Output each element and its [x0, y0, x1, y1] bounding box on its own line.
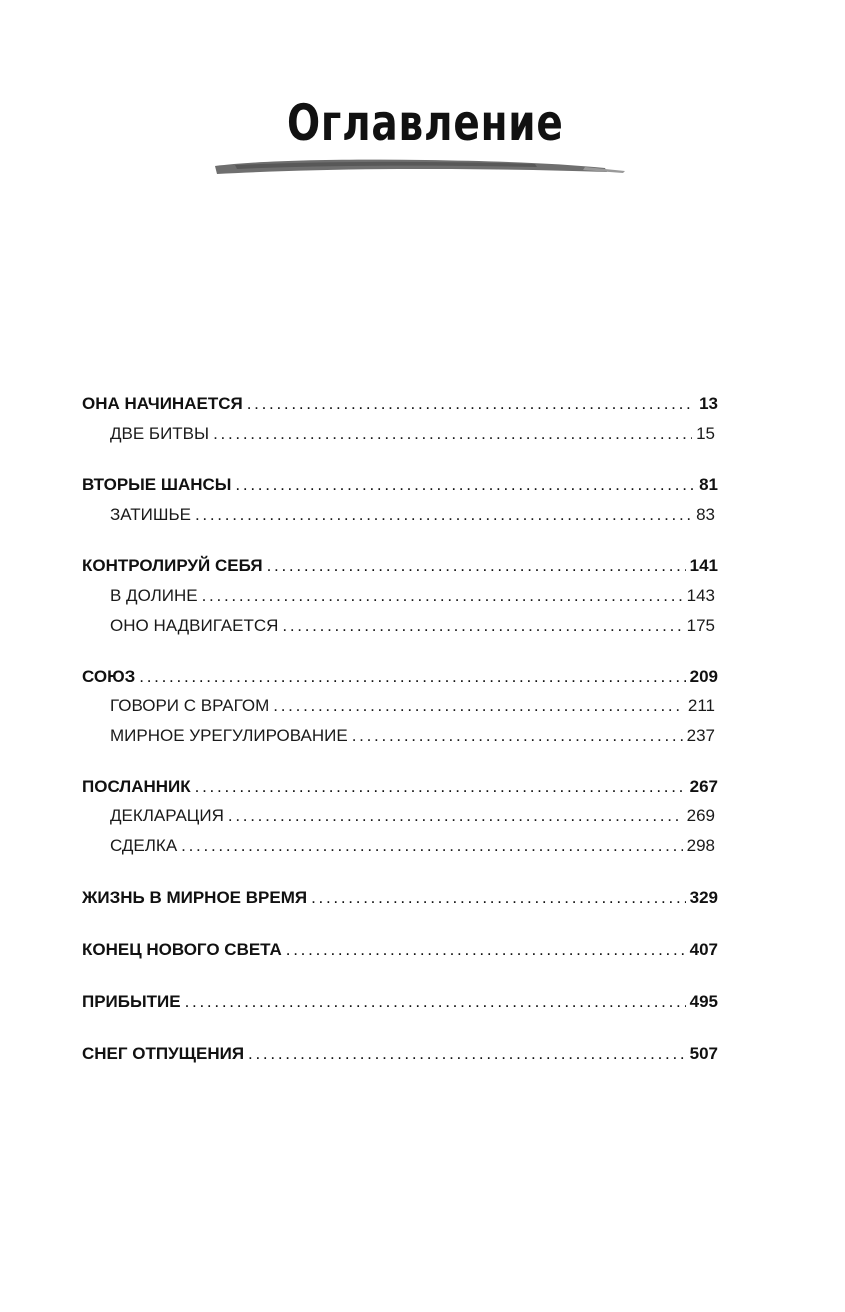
dot-leader	[185, 988, 686, 1016]
dot-leader	[282, 612, 682, 640]
toc-entry-chapter[interactable]	[82, 773, 718, 801]
toc-entry-page: 298	[686, 836, 715, 855]
toc-entry-section[interactable]	[110, 832, 715, 860]
toc-entry-label: ДВЕ БИТВЫ	[110, 424, 210, 443]
toc-entry-page: 81	[699, 475, 718, 494]
toc-entry-chapter[interactable]	[82, 471, 718, 499]
toc-entry-page: 329	[689, 888, 718, 907]
toc-entry-chapter[interactable]	[82, 936, 718, 964]
dot-leader	[248, 1040, 686, 1068]
toc-entry-label: В ДОЛИНЕ	[110, 586, 198, 605]
toc-entry-section[interactable]	[110, 420, 715, 448]
dot-leader	[311, 884, 686, 912]
toc-entry-page: 83	[696, 505, 715, 524]
dot-leader	[267, 552, 686, 580]
toc-entry-chapter[interactable]	[82, 1040, 718, 1068]
toc-entry-section[interactable]	[110, 582, 715, 610]
toc-entry-page: 211	[687, 696, 715, 715]
dot-leader	[352, 722, 683, 750]
toc-entry-chapter[interactable]	[82, 552, 718, 580]
dot-leader	[247, 390, 695, 418]
toc-entry-chapter[interactable]	[82, 884, 718, 912]
toc-entry-label: ОНА НАЧИНАЕТСЯ	[82, 394, 243, 413]
toc-entry-page: 15	[696, 424, 715, 443]
title-block	[205, 88, 635, 188]
dot-leader	[273, 692, 684, 720]
toc-entry-label: СДЕЛКА	[110, 836, 178, 855]
toc-entry-chapter[interactable]	[82, 988, 718, 1016]
dot-leader	[195, 501, 692, 529]
toc-entry-section[interactable]	[110, 692, 715, 720]
toc-entry-label: КОНЕЦ НОВОГО СВЕТА	[82, 940, 282, 959]
dot-leader	[213, 420, 692, 448]
toc-entry-label: ВТОРЫЕ ШАНСЫ	[82, 475, 232, 494]
toc-entry-label: КОНТРОЛИРУЙ СЕБЯ	[82, 556, 263, 575]
toc-entry-label: ГОВОРИ С ВРАГОМ	[110, 696, 270, 715]
dot-leader	[181, 832, 682, 860]
toc-entry-page: 141	[689, 556, 718, 575]
toc-entry-chapter[interactable]	[82, 390, 718, 418]
toc-entry-page: 495	[689, 992, 718, 1011]
toc-entry-label: ПРИБЫТИЕ	[82, 992, 181, 1011]
toc-entry-label: СНЕГ ОТПУЩЕНИЯ	[82, 1044, 245, 1063]
toc-entry-page: 209	[689, 667, 718, 686]
toc-entry-section[interactable]	[110, 722, 715, 750]
toc-entry-page: 237	[686, 726, 715, 745]
toc-entry-page: 175	[686, 616, 715, 635]
toc-entry-page: 507	[689, 1044, 718, 1063]
page-title: Оглавление	[287, 94, 564, 152]
toc-entry-page: 267	[689, 777, 718, 796]
toc-entry-section[interactable]	[110, 501, 715, 529]
toc-entry-label: СОЮЗ	[82, 667, 136, 686]
toc-entry-label: ЖИЗНЬ В МИРНОЕ ВРЕМЯ	[82, 888, 308, 907]
dot-leader	[235, 471, 695, 499]
dot-leader	[139, 663, 685, 691]
toc-entry-section[interactable]	[110, 612, 715, 640]
toc-entry-label: ПОСЛАННИК	[82, 777, 191, 796]
dot-leader	[286, 936, 686, 964]
toc-entry-label: ДЕКЛАРАЦИЯ	[110, 806, 224, 825]
toc-entry-section[interactable]	[110, 802, 715, 830]
brush-stroke-underline	[205, 150, 635, 180]
toc-entry-page: 13	[699, 394, 718, 413]
toc-entry-page: 269	[686, 806, 715, 825]
toc-entry-page: 407	[689, 940, 718, 959]
dot-leader	[202, 582, 683, 610]
toc-entry-page: 143	[686, 586, 715, 605]
toc-entry-label: МИРНОЕ УРЕГУЛИРОВАНИЕ	[110, 726, 348, 745]
toc-entry-label: ОНО НАДВИГАЕТСЯ	[110, 616, 279, 635]
toc-entry-chapter[interactable]	[82, 663, 718, 691]
dot-leader	[228, 802, 683, 830]
dot-leader	[195, 773, 686, 801]
toc-entry-label: ЗАТИШЬЕ	[110, 505, 191, 524]
